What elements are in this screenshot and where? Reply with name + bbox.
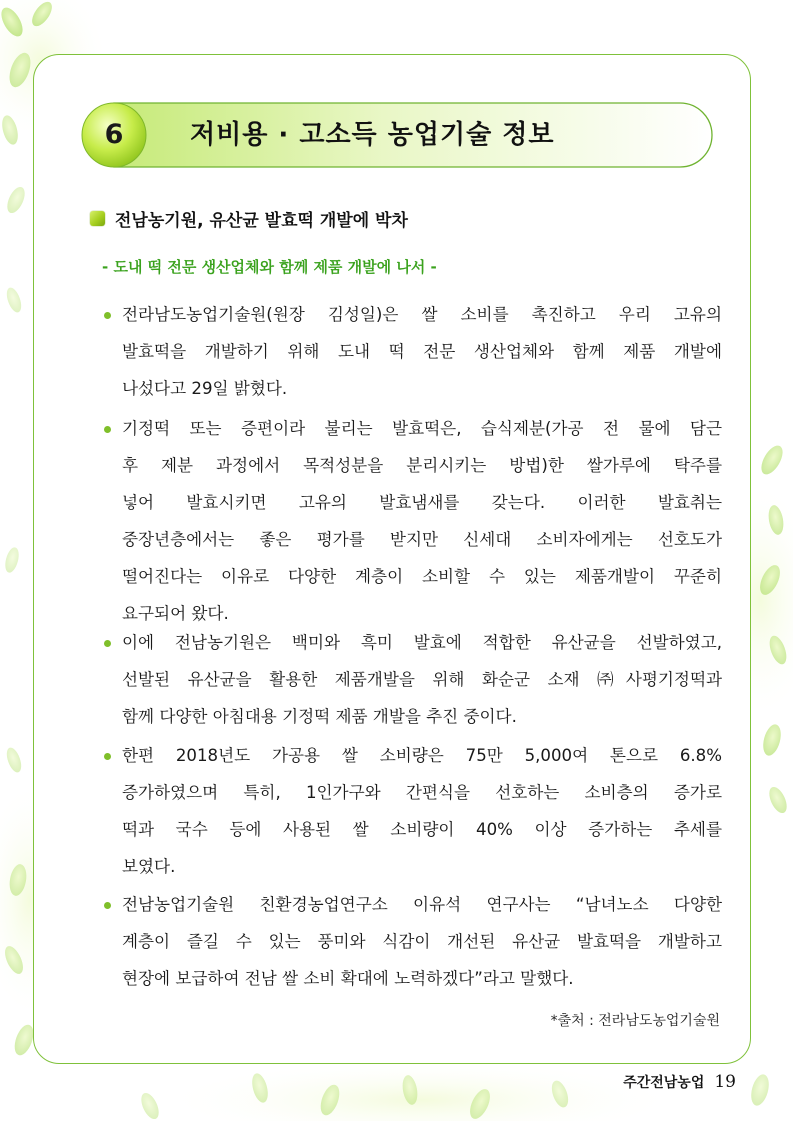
paragraph-line: 계층이 즐길 수 있는 풍미와 식감이 개선된 유산균 발효떡을 개발하고	[122, 932, 722, 951]
paragraph-line: 중장년층에서는 좋은 평가를 받지만 신세대 소비자에게는 선호도가	[122, 530, 722, 549]
paragraph-line: 후 제분 과정에서 목적성분을 분리시키는 방법)한 쌀가루에 탁주를	[122, 456, 722, 475]
paragraph-line: 발효떡을 개발하기 위해 도내 떡 전문 생산업체와 함께 제품 개발에	[122, 342, 722, 361]
paragraph-line: 기정떡 또는 증편이라 불리는 발효떡은, 습식제분(가공 전 물에 담근	[122, 419, 722, 438]
paragraph-line: 선발된 유산균을 활용한 제품개발을 위해 화순군 소재 ㈜사평기정떡과	[122, 670, 722, 689]
paragraph-line: 떡과 국수 등에 사용된 쌀 소비량이 40% 이상 증가하는 추세를	[122, 820, 722, 839]
bullet-dot-icon	[104, 312, 111, 319]
bullet-dot-icon	[104, 426, 111, 433]
paragraph-line: 한편 2018년도 가공용 쌀 소비량은 75만 5,000여 톤으로 6.8%	[122, 746, 722, 765]
paragraph-line: 함께 다양한 아침대용 기정떡 제품 개발을 추진 중이다.	[122, 707, 517, 726]
square-bullet-icon	[90, 211, 105, 226]
page-number: 19	[714, 1072, 736, 1092]
bullet-dot-icon	[104, 640, 111, 647]
paragraph-line: 전남농업기술원 친환경농업연구소 이유석 연구사는 “남녀노소 다양한	[122, 895, 722, 914]
paragraph-line: 이에 전남농기원은 백미와 흑미 발효에 적합한 유산균을 선발하였고,	[122, 633, 722, 652]
paragraph-line: 증가하였으며 특히, 1인가구와 간편식을 선호하는 소비층의 증가로	[122, 783, 722, 802]
bullet-dot-icon	[104, 753, 111, 760]
article-headline	[90, 203, 408, 233]
publication-name: 주간전남농업	[623, 1075, 705, 1091]
paragraph-line: 전라남도농업기술원(원장 김성일)은 쌀 소비를 촉진하고 우리 고유의	[122, 305, 722, 324]
section-title: 저비용 · 고소득 농업기술 정보	[190, 120, 555, 150]
article-subheadline: - 도내 떡 전문 생산업체와 함께 제품 개발에 나서 -	[102, 258, 437, 276]
section-number: 6	[104, 119, 124, 150]
paragraph-line: 넣어 발효시키면 고유의 발효냄새를 갖는다. 이러한 발효취는	[122, 493, 722, 512]
paragraph-line: 현장에 보급하여 전남 쌀 소비 확대에 노력하겠다”라고 말했다.	[122, 969, 574, 988]
bullet-dot-icon	[104, 902, 111, 909]
paragraph-line: 요구되어 왔다.	[122, 604, 229, 623]
paragraph-line: 나섰다고 29일 밝혔다.	[122, 379, 288, 398]
paragraph-line: 떨어진다는 이유로 다양한 계층이 소비할 수 있는 제품개발이 꾸준히	[122, 567, 722, 586]
source-credit: *출처 : 전라남도농업기술원	[550, 1013, 720, 1029]
article-headline-text: 전남농기원, 유산균 발효떡 개발에 박차	[115, 210, 408, 231]
section-header	[80, 102, 716, 168]
paragraph-line: 보였다.	[122, 857, 176, 876]
page-footer	[623, 1072, 736, 1092]
